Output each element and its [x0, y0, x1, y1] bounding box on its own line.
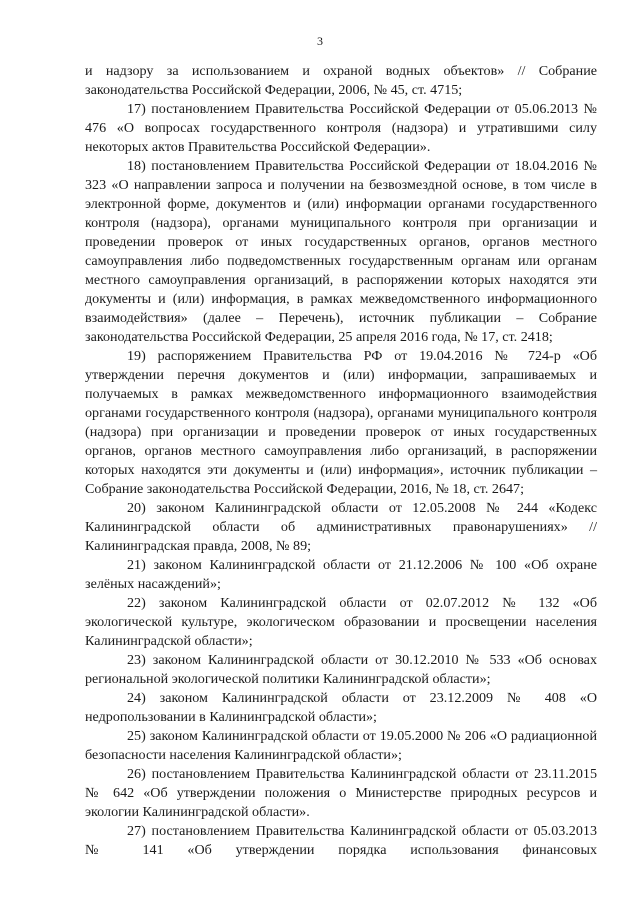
paragraph-continuation: и надзору за использованием и охраной водных объектов» // Собрание законодательства Российской Федерации, 2006, № 45, ст. 4715; — [85, 63, 597, 98]
paragraph-item-22: 22) законом Калининградской области от 02.07.2012 № 132 «Об экологической культуре, экологическом образовании и просвещении населения Калининградской области»; — [85, 595, 597, 649]
document-body — [85, 62, 597, 860]
paragraph-item-26: 26) постановлением Правительства Калининградской области от 23.11.2015 № 642 «Об утверждении положения о Министерстве природных ресурсов и экологии Калининградской области». — [85, 766, 597, 820]
paragraph-item-18: 18) постановлением Правительства Российской Федерации от 18.04.2016 № 323 «О направлении запроса и получении на безвозмездной основе, в том числе в электронной форме, документов и (или) информации органами государственного контроля (надзора), органами муниципального контроля при организации и проведении проверок от иных государственных органов, органов местного самоуправления либо подведомственных государственным органам или органам местного самоуправления организаций, в распоряжении которых находятся эти документы и (или) информация, в рамках межведомственного информационного взаимодействия» (далее – Перечень), источник публикации – Собрание законодательства Российской Федерации, 25 апреля 2016 года, № 17, ст. 2418; — [85, 158, 597, 345]
paragraph-item-21: 21) законом Калининградской области от 21.12.2006 № 100 «Об охране зелёных насаждений»; — [85, 557, 597, 592]
paragraph-item-20: 20) законом Калининградской области от 12.05.2008 № 244 «Кодекс Калининградской области об административных правонарушениях» // Калининградская правда, 2008, № 89; — [85, 500, 597, 554]
paragraph-item-17: 17) постановлением Правительства Российской Федерации от 05.06.2013 № 476 «О вопросах государственного контроля (надзора) и утратившими силу некоторых актов Правительства Российской Федерации». — [85, 101, 597, 155]
paragraph-item-27: 27) постановлением Правительства Калининградской области от 05.03.2013 № 141 «Об утверждении порядка использования финансовых — [85, 823, 597, 858]
page-number: 3 — [317, 34, 323, 48]
paragraph-item-24: 24) законом Калининградской области от 23.12.2009 № 408 «О недропользовании в Калининградской области»; — [85, 690, 597, 725]
paragraph-item-23: 23) законом Калининградской области от 30.12.2010 № 533 «Об основах региональной экологической политики Калининградской области»; — [85, 652, 597, 687]
paragraph-item-19: 19) распоряжением Правительства РФ от 19.04.2016 № 724-р «Об утверждении перечня документов и (или) информации, запрашиваемых и получаемых в рамках межведомственного информационного взаимодействия органами государственного контроля (надзора), органами муниципального контроля (надзора) при организации и проведении проверок от иных государственных органов, органов местного самоуправления либо организаций, в распоряжении которых находятся эти документы и (или) информация», источник публикации – Собрание законодательства Российской Федерации, 2016, № 18, ст. 2647; — [85, 348, 597, 497]
paragraph-item-25: 25) законом Калининградской области от 19.05.2000 № 206 «О радиационной безопасности населения Калининградской области»; — [85, 728, 597, 763]
